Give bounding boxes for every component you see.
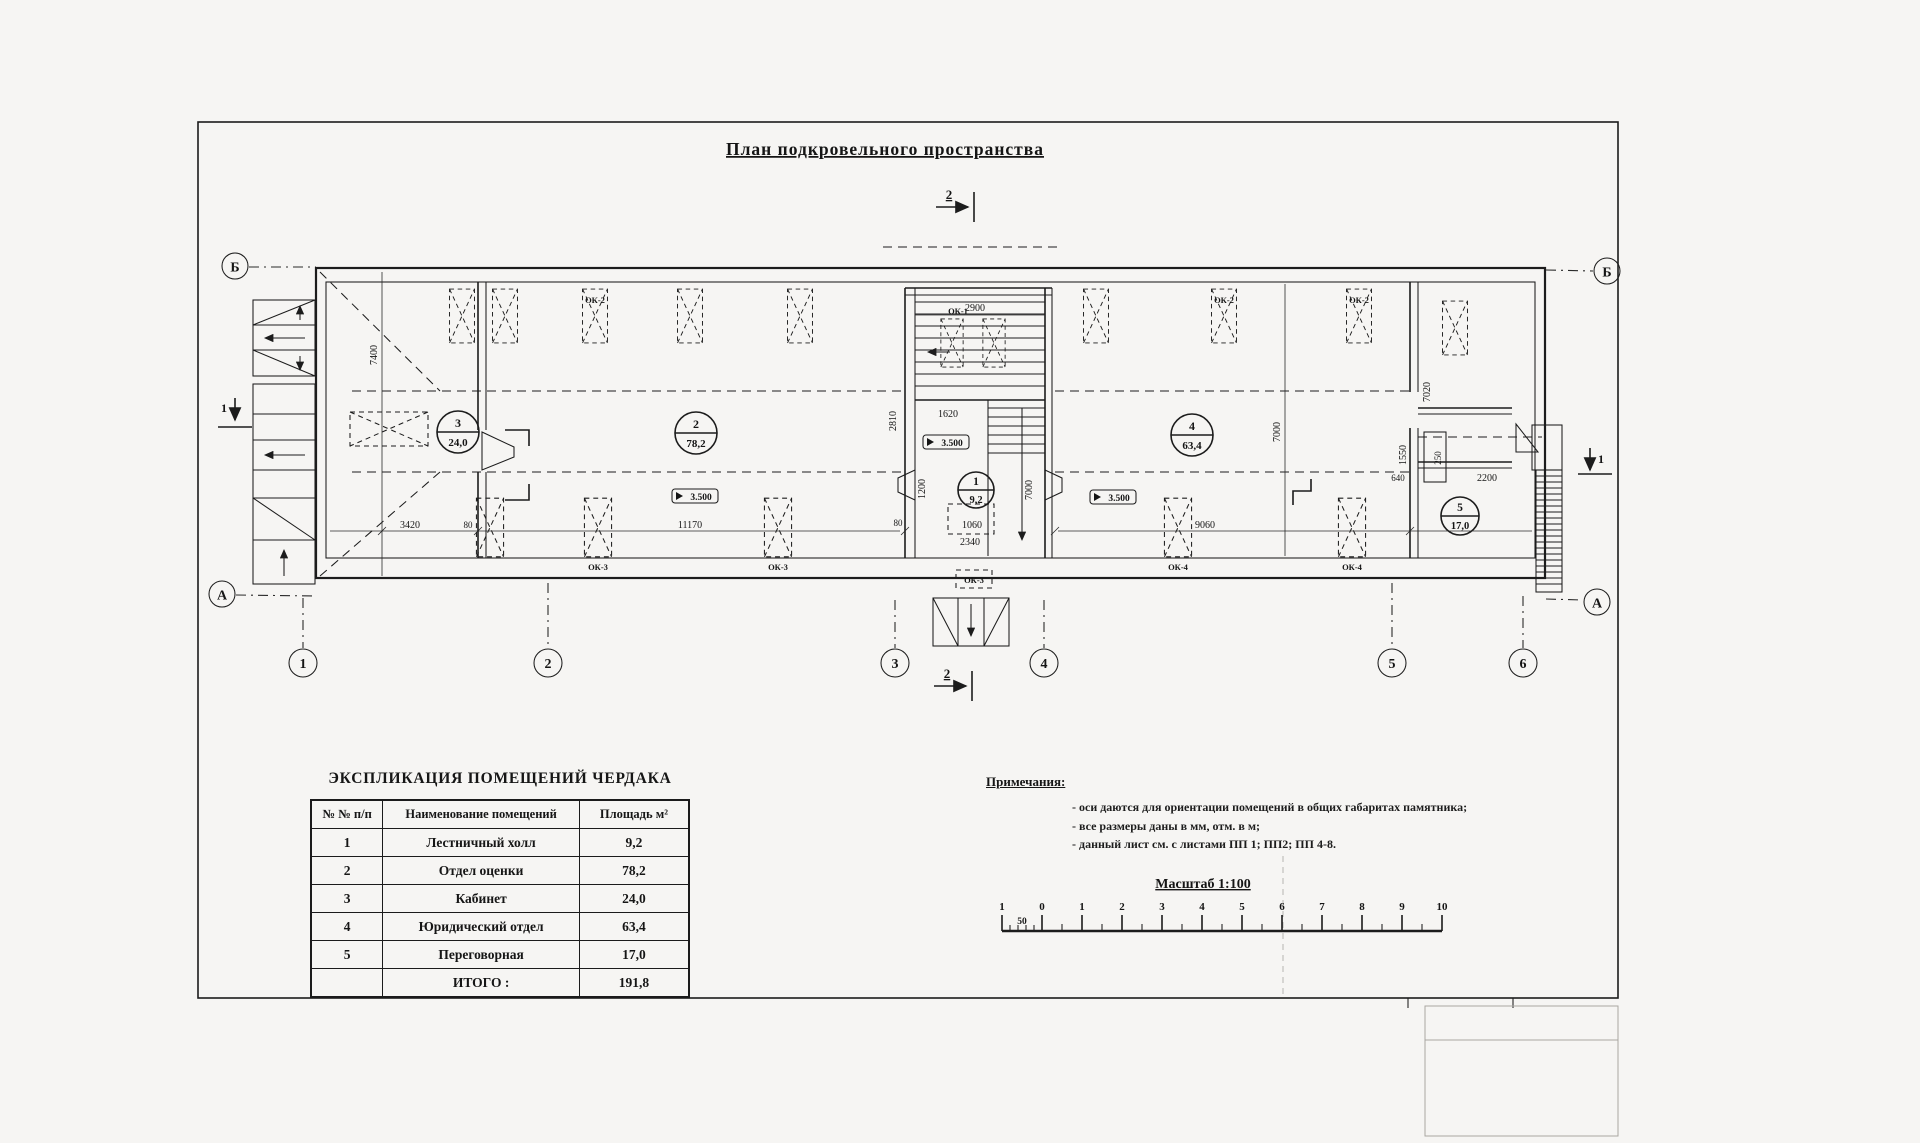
dim-7400: 7400 [369, 345, 380, 365]
room-name: Отдел оценки [383, 857, 580, 885]
section-mark-1-right [1578, 448, 1612, 474]
elevation-mark [1090, 490, 1136, 504]
section-mark-2-bottom [934, 666, 972, 701]
col-header-name: Наименование помещений [383, 800, 580, 829]
dimensions [330, 303, 1532, 548]
window-label: ОК-4 [1342, 562, 1362, 572]
svg-text:63,4: 63,4 [1182, 440, 1202, 452]
dim-640: 640 [1391, 473, 1405, 483]
note-item: - оси даются для ориентации помещений в общих габаритах памятника; [1072, 800, 1468, 814]
room-area: 24,0 [579, 885, 689, 913]
elevation-mark [923, 435, 969, 449]
dim-2340: 2340 [960, 537, 980, 548]
window-label: ОК-4 [1168, 562, 1188, 572]
svg-text:2: 2 [1119, 901, 1125, 913]
room-area: 78,2 [579, 857, 689, 885]
svg-text:А: А [1591, 596, 1603, 612]
room-num: 3 [311, 885, 383, 913]
axis-col-3: 3 [891, 657, 899, 672]
svg-text:1: 1 [999, 901, 1005, 913]
table-row [311, 885, 689, 913]
room-name: Кабинет [383, 885, 580, 913]
notes-block [986, 774, 1571, 854]
lower-flight-steps [988, 400, 1045, 556]
dim-80: 80 [463, 520, 473, 530]
room-tag-4 [1171, 414, 1213, 456]
window-label: ОК-3 [588, 562, 608, 572]
svg-text:3.500: 3.500 [690, 493, 712, 503]
col-header-area: Площадь м² [579, 800, 689, 829]
col-header-num: № № п/п [311, 800, 383, 829]
room-num: 4 [311, 913, 383, 941]
room-num: 5 [311, 941, 383, 969]
door-leaf [482, 432, 514, 470]
svg-text:6: 6 [1279, 901, 1285, 913]
section-mark-1-left [218, 398, 252, 427]
notes-title: Примечания: [986, 774, 1066, 789]
scale-label: Масштаб 1:100 [1155, 877, 1251, 892]
exterior-stair-left [253, 300, 315, 584]
svg-text:1: 1 [1079, 901, 1085, 913]
axis-row-A [209, 581, 1610, 615]
axis-col-5: 5 [1388, 657, 1396, 672]
svg-text:78,2: 78,2 [686, 438, 706, 450]
axis-col-1: 1 [299, 657, 307, 672]
entrance-porch [933, 570, 1009, 646]
dim-2200: 2200 [1477, 473, 1497, 484]
note-item: - данный лист см. с листами ПП 1; ПП2; ПП 4-8. [1072, 837, 1336, 852]
svg-text:3.500: 3.500 [1108, 494, 1130, 504]
svg-text:8: 8 [1359, 901, 1365, 913]
axis-col-4: 4 [1040, 657, 1048, 672]
interior-walls [382, 272, 1538, 576]
dim-11170: 11170 [677, 520, 703, 531]
room-tag-2 [675, 412, 717, 454]
svg-text:50: 50 [1017, 917, 1027, 927]
svg-text:10: 10 [1436, 901, 1448, 913]
dim-1550: 1550 [1398, 445, 1409, 465]
room-area: 63,4 [579, 913, 689, 941]
room-tag-5 [1441, 497, 1479, 535]
svg-text:3.500: 3.500 [941, 439, 963, 449]
room-area: 17,0 [579, 941, 689, 969]
svg-text:4: 4 [1189, 419, 1195, 433]
svg-text:17,0: 17,0 [1450, 521, 1470, 532]
dim-3420: 3420 [400, 520, 420, 531]
column-axes [289, 583, 1537, 677]
dim-2810: 2810 [888, 411, 899, 431]
window-label: ОК-3 [768, 562, 788, 572]
svg-text:9,2: 9,2 [969, 495, 983, 506]
table-row [311, 857, 689, 885]
total-label: ИТОГО : [383, 969, 580, 998]
room-num: 1 [311, 829, 383, 857]
elevation-mark [672, 489, 718, 503]
svg-text:3: 3 [455, 416, 461, 430]
window-label: ОК-2 [1214, 295, 1234, 305]
room-tag-1 [958, 472, 994, 508]
svg-text:4: 4 [1199, 901, 1205, 913]
svg-text:5: 5 [1457, 502, 1463, 514]
svg-text:5: 5 [1239, 901, 1245, 913]
room-name: Переговорная [383, 941, 580, 969]
table-row [311, 941, 689, 969]
table-row [311, 829, 689, 857]
svg-text:2: 2 [945, 187, 953, 202]
dim-9060: 9060 [1195, 520, 1215, 531]
window-label: ОК-2 [585, 295, 605, 305]
dim-250: 250 [1433, 451, 1443, 465]
explication-title: ЭКСПЛИКАЦИЯ ПОМЕЩЕНИЙ ЧЕРДАКА [328, 770, 672, 787]
total-value: 191,8 [579, 969, 689, 998]
window-label: ОК-1 [948, 306, 968, 316]
dim-7020: 7020 [1422, 382, 1433, 402]
svg-text:24,0: 24,0 [448, 437, 468, 449]
total-empty-cell [311, 969, 383, 998]
svg-text:3: 3 [1159, 901, 1165, 913]
svg-text:9: 9 [1399, 901, 1405, 913]
dim-1620: 1620 [938, 409, 958, 420]
dim-80: 80 [893, 518, 903, 528]
table-header-row [311, 800, 689, 829]
windows-top [450, 289, 1468, 355]
dim-2900: 2900 [965, 303, 985, 314]
explication-table [310, 799, 690, 998]
svg-text:1: 1 [1598, 452, 1604, 466]
section-mark-2-top [936, 187, 974, 222]
svg-text:7: 7 [1319, 901, 1325, 913]
window-label: ОК-2 [1349, 295, 1369, 305]
axis-col-2: 2 [544, 657, 552, 672]
note-item: - все размеры даны в мм, отм. в м; [1072, 818, 1261, 833]
room-tag-3 [437, 411, 479, 453]
dim-1200: 1200 [917, 479, 928, 499]
dim-7000: 7000 [1024, 480, 1035, 500]
stair-core [915, 302, 1045, 556]
scale-bar [999, 877, 1448, 931]
title-block-stub [1408, 998, 1618, 1136]
svg-text:Б: Б [1602, 265, 1612, 281]
room-name: Юридический отдел [383, 913, 580, 941]
svg-text:2: 2 [943, 666, 951, 681]
svg-text:0: 0 [1039, 901, 1045, 913]
dim-1060: 1060 [962, 520, 982, 531]
drawing-title: План подкровельного пространства [726, 139, 1044, 159]
window-left-gable [350, 412, 428, 446]
explication-block [310, 770, 690, 998]
axis-col-6: 6 [1519, 657, 1527, 672]
svg-text:1: 1 [973, 476, 979, 488]
elevation-marks [672, 435, 1136, 504]
svg-text:2: 2 [693, 417, 699, 431]
table-total-row [311, 969, 689, 998]
svg-text:1: 1 [221, 401, 227, 415]
window-label: ОК-3 [964, 575, 984, 585]
room-num: 2 [311, 857, 383, 885]
room-area: 9,2 [579, 829, 689, 857]
table-row [311, 913, 689, 941]
room-name: Лестничный холл [383, 829, 580, 857]
dim-7000: 7000 [1272, 422, 1283, 442]
svg-text:А: А [216, 588, 228, 604]
svg-text:Б: Б [230, 260, 240, 276]
